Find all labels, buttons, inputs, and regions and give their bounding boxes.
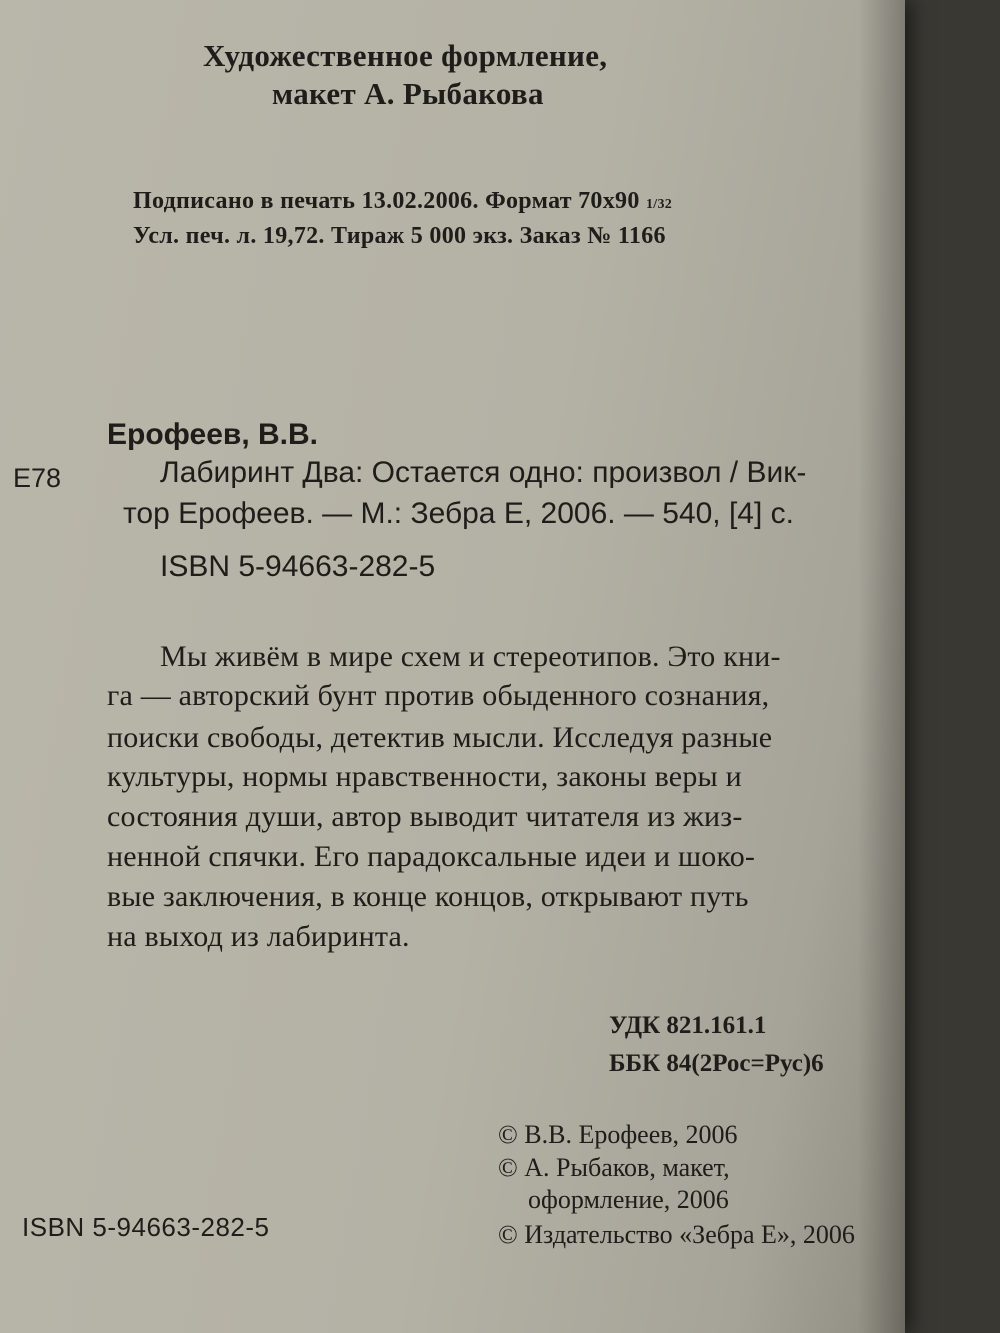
description-line: га — авторский бунт против обыденного сознания, — [107, 679, 770, 712]
description-line: состояния души, автор выводит читателя из жиз- — [107, 800, 743, 833]
copyright-line: © В.В. Ерофеев, 2006 — [498, 1120, 738, 1149]
format-fraction: 1/32 — [645, 197, 673, 212]
imprint-line-1 — [133, 188, 672, 215]
copyright-line: © А. Рыбаков, макет, — [498, 1153, 730, 1182]
udk-code: УДК 821.161.1 — [609, 1012, 767, 1039]
description-line: ненной спячки. Его парадоксальные идеи и шоко- — [107, 840, 756, 873]
imprint-line-2: Усл. печ. л. 19,72. Тираж 5 000 экз. Заказ № 1166 — [133, 223, 666, 249]
catalog-title-line-2: тор Ерофеев. — М.: Зебра Е, 2006. — 540, [4] с. — [123, 497, 795, 530]
isbn-bottom: ISBN 5-94663-282-5 — [22, 1212, 270, 1242]
design-credit-line-2: макет А. Рыбакова — [272, 76, 544, 111]
catalog-author: Ерофеев, В.В. — [107, 418, 318, 451]
copyright-line: оформление, 2006 — [528, 1185, 729, 1214]
catalog-code: Е78 — [13, 463, 62, 493]
copyright-line: © Издательство «Зебра Е», 2006 — [498, 1220, 855, 1249]
imprint-line-1-text: Подписано в печать 13.02.2006. Формат 70х90 — [133, 188, 640, 214]
description-line: поиски свободы, детектив мысли. Исследуя разные — [107, 721, 773, 754]
page-edge-shadow — [858, 0, 905, 1333]
description-line: Мы живём в мире схем и стереотипов. Это кни- — [160, 640, 781, 673]
catalog-title-line-1: Лабиринт Два: Остается одно: произвол / Вик- — [160, 456, 807, 489]
design-credit-line-1: Художественное формление, — [203, 38, 608, 73]
catalog-isbn: ISBN 5-94663-282-5 — [160, 550, 436, 583]
description-line: на выход из лабиринта. — [107, 920, 410, 953]
description-line: вые заключения, в конце концов, открывают путь — [107, 880, 749, 913]
description-line: культуры, нормы нравственности, законы веры и — [107, 760, 742, 793]
bbk-code: ББК 84(2Рос=Рус)6 — [609, 1050, 824, 1077]
